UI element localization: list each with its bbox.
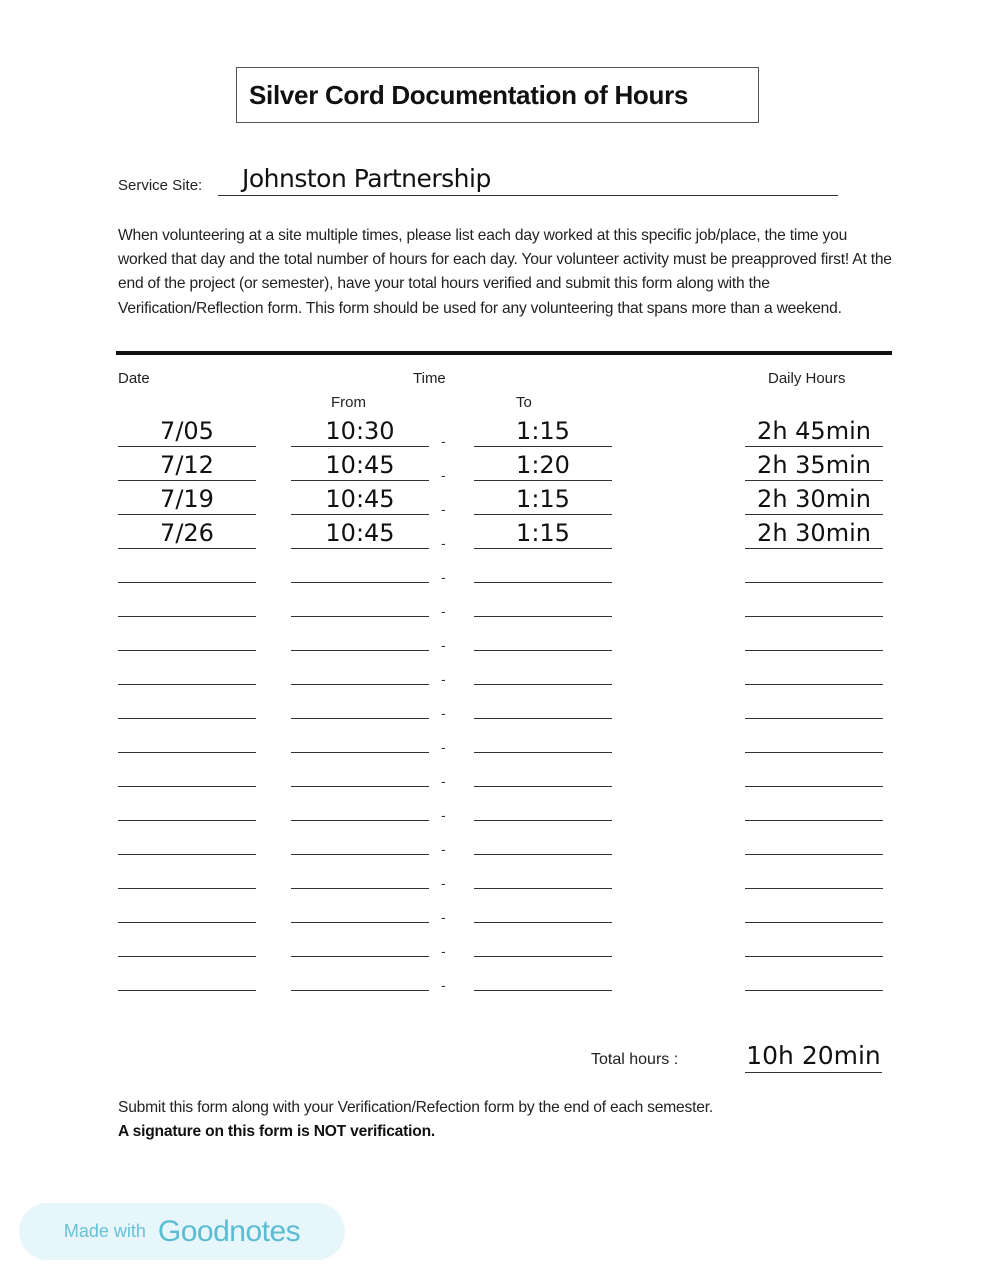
date-cell[interactable] [118,583,256,617]
time-separator: - [441,501,446,517]
to-time-cell[interactable] [474,549,612,583]
date-cell[interactable] [118,549,256,583]
table-row [0,447,1005,481]
time-separator: - [441,807,446,823]
title-box [236,67,759,123]
table-row [0,821,1005,855]
to-time-cell[interactable] [474,821,612,855]
to-time-cell[interactable] [474,719,612,753]
date-cell[interactable] [118,821,256,855]
header-daily-hours: Daily Hours [768,370,846,387]
from-time-cell[interactable] [291,753,429,787]
to-time-cell[interactable] [474,651,612,685]
from-time-cell[interactable] [291,855,429,889]
goodnotes-watermark [19,1203,345,1260]
footer-bold-note: A signature on this form is NOT verification. [118,1123,436,1140]
date-cell[interactable]: 7/19 [118,481,256,515]
daily-hours-cell[interactable]: 2h 30min [745,515,883,549]
instructions: When volunteering at a site multiple times, please list each day worked at this specific job/place, the time you worked that day and the total number of hours for each day. Your volunteer activity must be preapproved first! At the end of the project (or semester), have your total hours verified and submit this form along with the Verification/Reflection form. This form should be used for any volunteering that spans more than a weekend. [118,227,892,317]
daily-hours-cell[interactable] [745,583,883,617]
from-time-cell[interactable] [291,617,429,651]
table-row [0,685,1005,719]
to-time-cell[interactable] [474,787,612,821]
from-time-cell[interactable] [291,549,429,583]
from-time-cell[interactable] [291,583,429,617]
from-time-cell[interactable] [291,923,429,957]
to-time-cell[interactable]: 1:20 [474,447,612,481]
from-time-cell[interactable] [291,651,429,685]
daily-hours-cell[interactable] [745,719,883,753]
daily-hours-cell[interactable] [745,889,883,923]
to-time-cell[interactable] [474,685,612,719]
daily-hours-cell[interactable] [745,753,883,787]
daily-hours-cell[interactable] [745,957,883,991]
from-time-cell[interactable]: 10:45 [291,481,429,515]
time-separator: - [441,569,446,585]
table-row [0,515,1005,549]
time-separator: - [441,637,446,653]
daily-hours-cell[interactable] [745,821,883,855]
footer-note: Submit this form along with your Verification/Refection form by the end of each semester. [118,1099,713,1116]
daily-hours-cell[interactable] [745,855,883,889]
date-cell[interactable] [118,855,256,889]
from-time-cell[interactable] [291,719,429,753]
time-separator: - [441,671,446,687]
time-separator: - [441,977,446,993]
to-time-cell[interactable] [474,923,612,957]
time-separator: - [441,841,446,857]
from-time-cell[interactable]: 10:45 [291,515,429,549]
to-time-cell[interactable] [474,889,612,923]
date-cell[interactable] [118,923,256,957]
time-separator: - [441,603,446,619]
from-time-cell[interactable]: 10:45 [291,447,429,481]
table-row [0,413,1005,447]
daily-hours-cell[interactable] [745,617,883,651]
table-row [0,719,1005,753]
table-row [0,787,1005,821]
daily-hours-cell[interactable] [745,549,883,583]
to-time-cell[interactable]: 1:15 [474,515,612,549]
table-row [0,549,1005,583]
daily-hours-cell[interactable] [745,787,883,821]
from-time-cell[interactable] [291,821,429,855]
daily-hours-cell[interactable] [745,651,883,685]
time-separator: - [441,705,446,721]
date-cell[interactable] [118,787,256,821]
from-time-cell[interactable] [291,957,429,991]
time-separator: - [441,909,446,925]
header-from: From [331,394,366,411]
table-row [0,651,1005,685]
date-cell[interactable] [118,889,256,923]
total-hours-value[interactable]: 10h 20min [745,1040,882,1073]
to-time-cell[interactable] [474,855,612,889]
date-cell[interactable] [118,753,256,787]
time-separator: - [441,433,446,449]
table-row [0,481,1005,515]
table-row [0,583,1005,617]
table-row [0,957,1005,991]
total-hours-label: Total hours : [591,1051,679,1068]
time-separator: - [441,773,446,789]
date-cell[interactable] [118,651,256,685]
time-separator: - [441,467,446,483]
header-date: Date [118,370,150,387]
service-site-value: Johnston Partnership [242,164,491,193]
table-row [0,889,1005,923]
daily-hours-cell[interactable]: 2h 35min [745,447,883,481]
daily-hours-cell[interactable]: 2h 45min [745,413,883,447]
table-row [0,617,1005,651]
to-time-cell[interactable]: 1:15 [474,481,612,515]
time-separator: - [441,943,446,959]
from-time-cell[interactable]: 10:30 [291,413,429,447]
time-separator: - [441,739,446,755]
header-time: Time [413,370,446,387]
date-cell[interactable]: 7/12 [118,447,256,481]
table-row [0,855,1005,889]
from-time-cell[interactable] [291,889,429,923]
to-time-cell[interactable]: 1:15 [474,413,612,447]
from-time-cell[interactable] [291,685,429,719]
daily-hours-cell[interactable] [745,685,883,719]
daily-hours-cell[interactable] [745,923,883,957]
date-cell[interactable] [118,719,256,753]
to-time-cell[interactable] [474,583,612,617]
to-time-cell[interactable] [474,957,612,991]
divider-rule [116,351,892,355]
date-cell[interactable] [118,685,256,719]
service-site-label: Service Site: [118,177,203,194]
table-row [0,753,1005,787]
date-cell[interactable]: 7/26 [118,515,256,549]
header-to: To [516,394,532,411]
from-time-cell[interactable] [291,787,429,821]
time-separator: - [441,875,446,891]
service-site-field[interactable] [218,195,838,196]
form-title: Silver Cord Documentation of Hours [249,79,689,110]
date-cell[interactable] [118,957,256,991]
time-separator: - [441,535,446,551]
to-time-cell[interactable] [474,617,612,651]
date-cell[interactable] [118,617,256,651]
date-cell[interactable]: 7/05 [118,413,256,447]
to-time-cell[interactable] [474,753,612,787]
daily-hours-cell[interactable]: 2h 30min [745,481,883,515]
table-row [0,923,1005,957]
watermark-prefix: Made with [63,1221,146,1241]
watermark-brand: Goodnotes [157,1214,301,1248]
